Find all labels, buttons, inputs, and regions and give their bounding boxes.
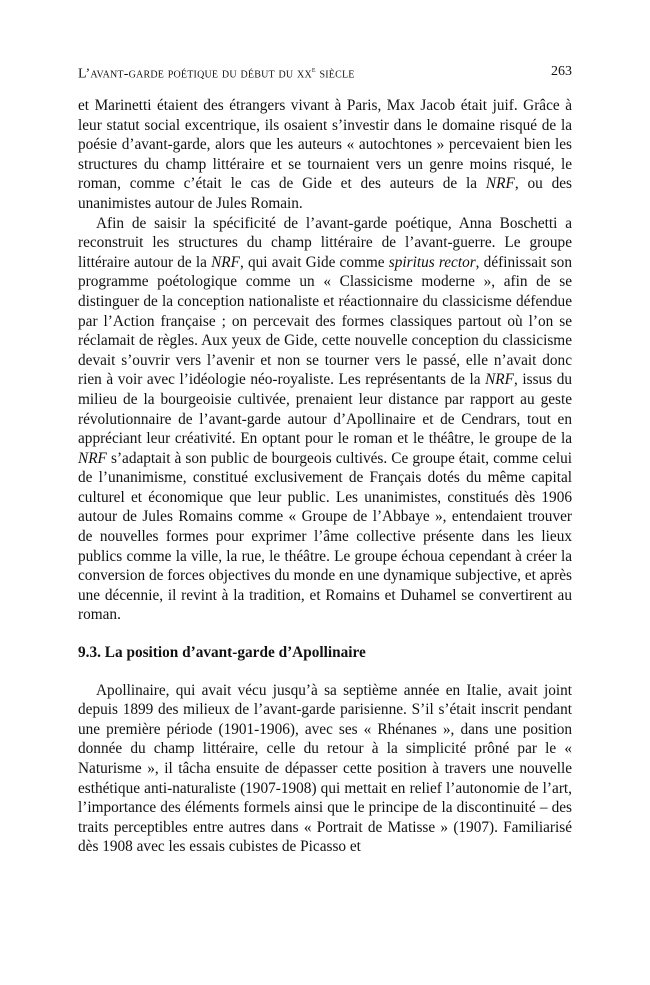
paragraph-3: Apollinaire, qui avait vécu jusqu’à sa septième année en Italie, avait joint depuis 1899 des milieux de l’avant-garde parisienne. S’il s’était inscrit pendant une première période (1901-1906), avec ses « Rhénanes », dans une position donnée du champ littéraire, celle du retour à la simplicité prôné par le « Naturisme », il tâcha ensuite de dépasser cette position à travers une nouvelle esthétique anti-naturaliste (1907-1908) qui mettait en relief l’autonomie de l’art, l’importance des éléments formels ainsi que le principe de la discontinuité – des traits perceptibles entre autres dans « Portrait de Matisse » (1907). Familiarisé dès 1908 avec les essais cubistes de Picasso et [78,681,572,856]
section-heading: 9.3. La position d’avant-garde d’Apollinaire [78,644,366,662]
superscript-e: e [311,64,316,74]
page-number: 263 [551,64,572,79]
body-text [78,96,572,857]
paragraph-2: Afin de saisir la spécificité de l’avant-garde poétique, Anna Boschetti a reconstruit les structures du champ littéraire de l’avant-guerre. Le groupe littéraire autour de la NRF, qui avait Gide comme spiritus rector, définissait son programme poétologique comme un « Classicisme moderne », afin de se distinguer de la conception nationaliste et réactionnaire du classicisme défendue par l’Action française ; on percevait des formes classiques partout où l’on se réclamait de règles. Aux yeux de Gide, cette nouvelle conception du classicisme devait s’ouvrir vers l’avenir et non se tourner vers le passé, elle n’avait donc rien à voir avec l’idéologie néo-royaliste. Les représentants de la NRF, issus du milieu de la bourgeoisie cultivée, prenaient leur distance par rapport au geste révolutionnaire de l’avant-garde autour d’Apollinaire et de Cendrars, tout en appréciant leur créativité. En optant pour le roman et le théâtre, le groupe de la NRF s’adaptait à son public de bourgeois cultivés. Ce groupe était, comme celui de l’unanimisme, constitué exclusivement de Français dotés du même capital culturel et économique que leur public. Les unanimistes, constitués dès 1906 autour de Jules Romains comme « Groupe de l’Abbaye », entendaient trouver de nouvelles formes pour exprimer l’âme collective présente dans les lieux publics comme la ville, la rue, le théâtre. Le groupe échoua cependant à créer la conversion de forces objectives du monde en une dynamique subjective, et après une décennie, il revint à la tradition, et Romains et Duhamel se convertirent au roman. [78,214,572,624]
paragraph-1: et Marinetti étaient des étrangers vivant à Paris, Max Jacob était juif. Grâce à leur statut social excentrique, ils osaient s’investir dans le domaine risqué de la poésie d’avant-garde, alors que les auteurs « autochtones » percevaient bien les structures du champ littéraire et se tournaient vers un genre moins risqué, le roman, comme c’était le cas de Gide et des auteurs de la NRF, ou des unanimistes autour de Jules Romain. [78,97,572,212]
running-title: L’avant-garde poétique du début du $xx^e$ siècle [78,64,355,82]
page-header [78,64,572,86]
